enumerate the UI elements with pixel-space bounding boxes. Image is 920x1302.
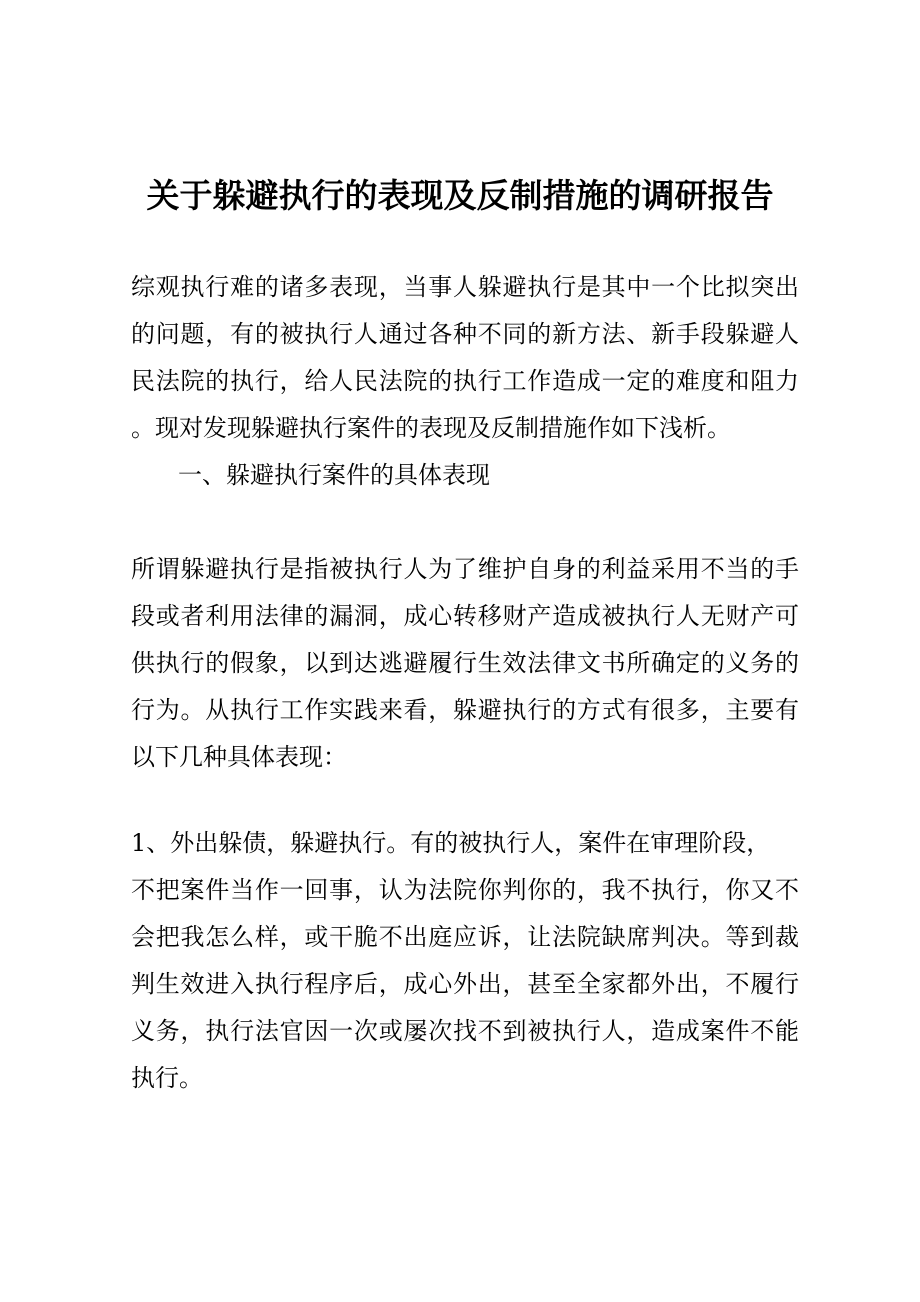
- paragraph-line: 行为。从执行工作实践来看，躲避执行的方式有很多，主要有: [131, 696, 799, 724]
- paragraph-line: 所谓躲避执行是指被执行人为了维护自身的利益采用不当的手: [131, 555, 799, 583]
- paragraph-line: 民法院的执行，给人民法院的执行工作造成一定的难度和阻力: [131, 367, 799, 395]
- paragraph-item-1: [131, 820, 799, 1102]
- paragraph-line: 。现对发现躲避执行案件的表现及反制措施作如下浅析。: [131, 414, 731, 442]
- paragraph-line: 判生效进入执行程序后，成心外出，甚至全家都外出，不履行: [131, 970, 799, 998]
- paragraph-line: 执行。: [131, 1064, 203, 1092]
- paragraph-definition: [131, 546, 799, 781]
- paragraph-line: 不把案件当作一回事，认为法院你判你的，我不执行，你又不: [131, 876, 799, 904]
- section-heading-text: 一、躲避执行案件的具体表现: [178, 461, 490, 489]
- document-title: 关于躲避执行的表现及反制措施的调研报告: [146, 176, 774, 215]
- paragraph-line: 1、外出躲债，躲避执行。有的被执行人，案件在审理阶段，: [131, 829, 771, 857]
- paragraph-line: 义务，执行法官因一次或屡次找不到被执行人，造成案件不能: [131, 1017, 799, 1045]
- paragraph-line: 综观执行难的诸多表现，当事人躲避执行是其中一个比拟突出: [131, 273, 799, 301]
- paragraph-line: 供执行的假象，以到达逃避履行生效法律文书所确定的义务的: [131, 649, 799, 677]
- paragraph-line: 段或者利用法律的漏洞，成心转移财产造成被执行人无财产可: [131, 602, 799, 630]
- paragraph-line: 的问题，有的被执行人通过各种不同的新方法、新手段躲避人: [131, 320, 799, 348]
- paragraph-line: 会把我怎么样，或干脆不出庭应诉，让法院缺席判决。等到裁: [131, 923, 799, 951]
- paragraph-line: 以下几种具体表现：: [131, 743, 347, 771]
- section-heading: [178, 452, 678, 499]
- paragraph-intro: [131, 264, 799, 452]
